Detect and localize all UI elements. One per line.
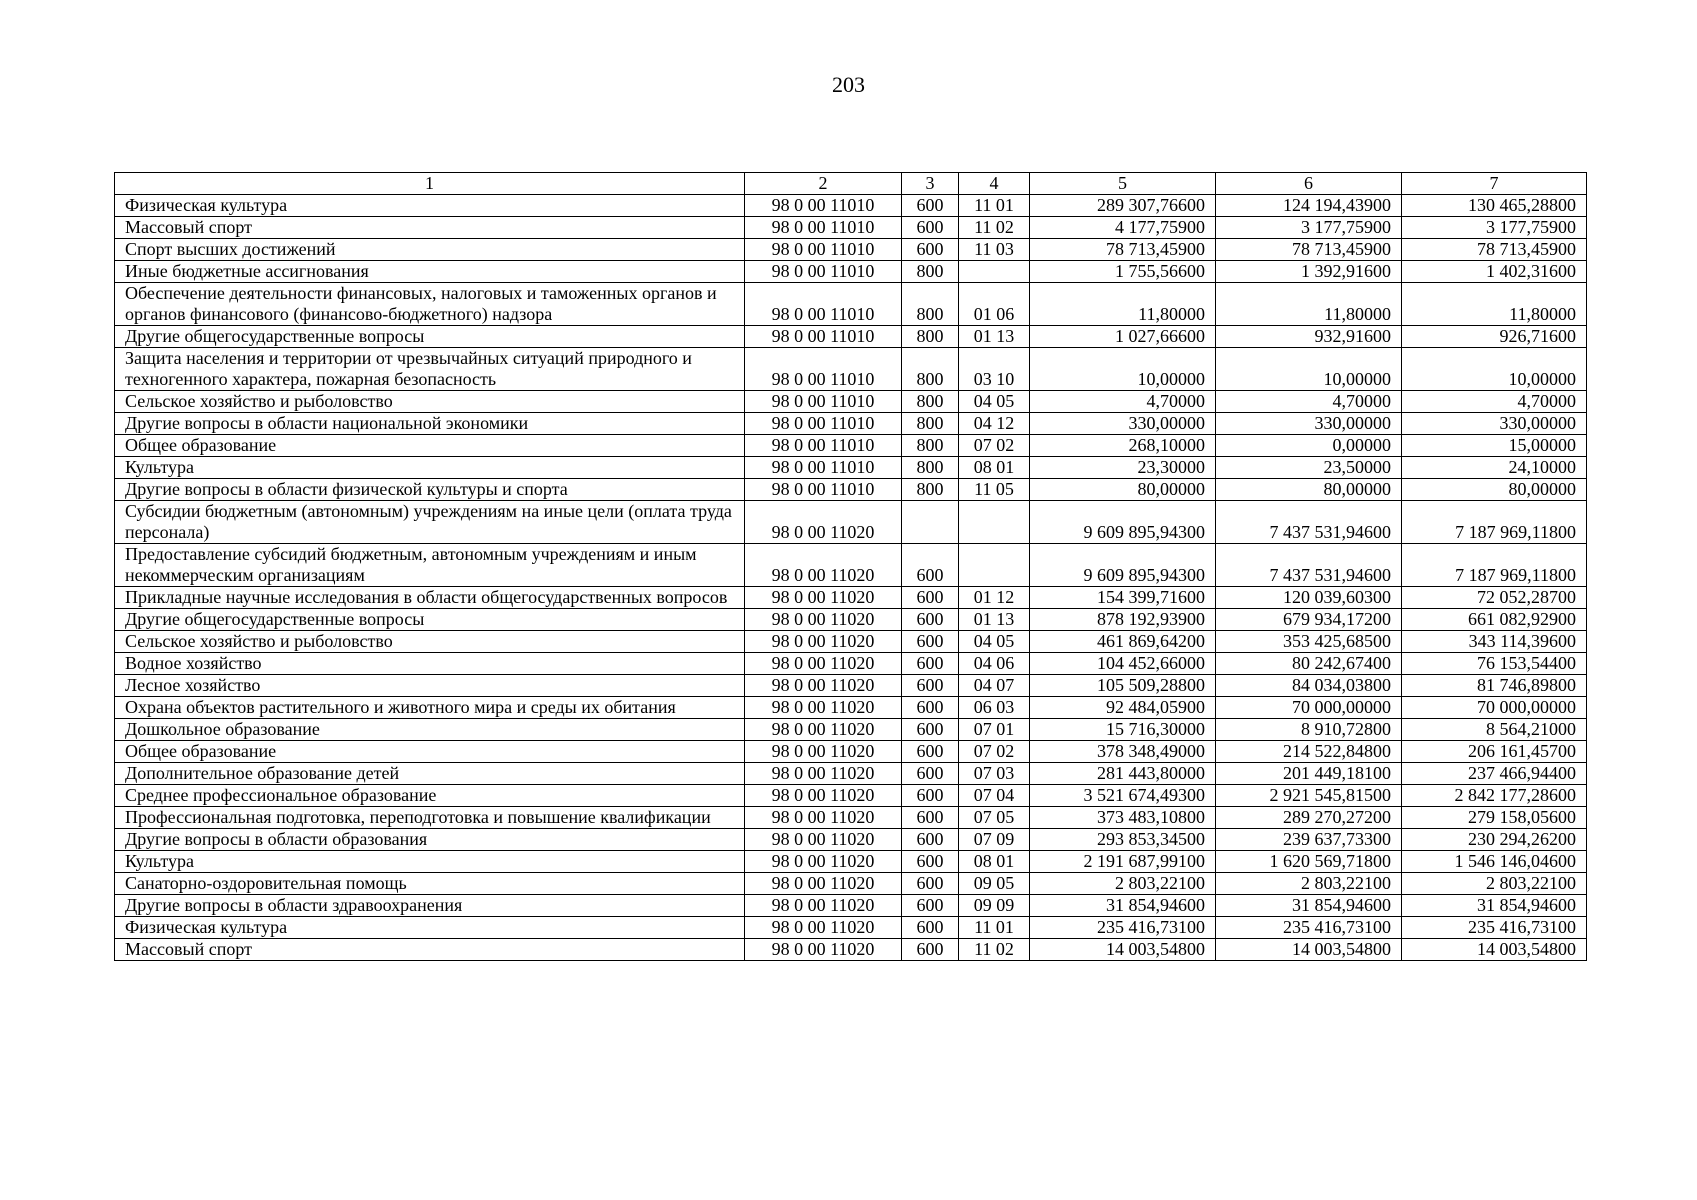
target-code-cell: 98 0 00 11010 [745,283,902,326]
amount-col7-cell: 70 000,00000 [1402,697,1587,719]
section-code-cell: 11 01 [959,917,1030,939]
table-row [115,763,1587,785]
table-row [115,217,1587,239]
amount-col7-cell: 330,00000 [1402,413,1587,435]
section-code-cell: 09 09 [959,895,1030,917]
amount-col5-cell: 154 399,71600 [1030,587,1216,609]
section-code-cell: 01 12 [959,587,1030,609]
item-name-cell: Профессиональная подготовка, переподготовка и повышение квалификации [115,807,745,829]
amount-col7-cell: 24,10000 [1402,457,1587,479]
expense-type-cell: 600 [902,939,959,961]
amount-col6-cell: 3 177,75900 [1216,217,1402,239]
section-code-cell: 07 02 [959,435,1030,457]
target-code-cell: 98 0 00 11010 [745,435,902,457]
amount-col5-cell: 78 713,45900 [1030,239,1216,261]
amount-col5-cell: 23,30000 [1030,457,1216,479]
amount-col7-cell: 14 003,54800 [1402,939,1587,961]
item-name-cell: Другие общегосударственные вопросы [115,326,745,348]
target-code-cell: 98 0 00 11020 [745,609,902,631]
expense-type-cell: 800 [902,435,959,457]
item-name-cell: Защита населения и территории от чрезвычайных ситуаций природного и техногенного характера, пожарная безопасность [115,348,745,391]
section-code-cell: 06 03 [959,697,1030,719]
table-row [115,326,1587,348]
expense-type-cell: 600 [902,763,959,785]
section-code-cell: 11 03 [959,239,1030,261]
expense-type-cell: 600 [902,653,959,675]
budget-table-body [115,173,1587,961]
expense-type-cell: 800 [902,457,959,479]
section-code-cell: 11 02 [959,939,1030,961]
item-name-cell: Сельское хозяйство и рыболовство [115,391,745,413]
amount-col6-cell: 235 416,73100 [1216,917,1402,939]
expense-type-cell: 800 [902,479,959,501]
amount-col6-cell: 214 522,84800 [1216,741,1402,763]
amount-col6-cell: 4,70000 [1216,391,1402,413]
target-code-cell: 98 0 00 11020 [745,895,902,917]
section-code-cell: 01 06 [959,283,1030,326]
target-code-cell: 98 0 00 11020 [745,763,902,785]
amount-col7-cell: 206 161,45700 [1402,741,1587,763]
amount-col5-cell: 105 509,28800 [1030,675,1216,697]
section-code-cell: 07 01 [959,719,1030,741]
amount-col5-cell: 14 003,54800 [1030,939,1216,961]
column-header: 5 [1030,173,1216,195]
section-code-cell: 09 05 [959,873,1030,895]
column-header: 1 [115,173,745,195]
table-row [115,917,1587,939]
expense-type-cell: 600 [902,785,959,807]
amount-col5-cell: 878 192,93900 [1030,609,1216,631]
table-row [115,391,1587,413]
item-name-cell: Другие вопросы в области образования [115,829,745,851]
amount-col6-cell: 1 392,91600 [1216,261,1402,283]
amount-col7-cell: 10,00000 [1402,348,1587,391]
amount-col5-cell: 80,00000 [1030,479,1216,501]
amount-col7-cell: 235 416,73100 [1402,917,1587,939]
amount-col7-cell: 81 746,89800 [1402,675,1587,697]
target-code-cell: 98 0 00 11010 [745,261,902,283]
amount-col7-cell: 130 465,28800 [1402,195,1587,217]
amount-col6-cell: 80,00000 [1216,479,1402,501]
section-code-cell: 04 12 [959,413,1030,435]
amount-col5-cell: 330,00000 [1030,413,1216,435]
amount-col5-cell: 1 027,66600 [1030,326,1216,348]
amount-col6-cell: 120 039,60300 [1216,587,1402,609]
table-row [115,631,1587,653]
item-name-cell: Массовый спорт [115,939,745,961]
item-name-cell: Иные бюджетные ассигнования [115,261,745,283]
target-code-cell: 98 0 00 11010 [745,413,902,435]
item-name-cell: Предоставление субсидий бюджетным, автономным учреждениям и иным некоммерческим организациям [115,544,745,587]
amount-col6-cell: 7 437 531,94600 [1216,544,1402,587]
item-name-cell: Прикладные научные исследования в области общегосударственных вопросов [115,587,745,609]
section-code-cell: 04 05 [959,391,1030,413]
table-row [115,609,1587,631]
amount-col5-cell: 9 609 895,94300 [1030,544,1216,587]
item-name-cell: Обеспечение деятельности финансовых, налоговых и таможенных органов и органов финансового (финансово-бюджетного) надзора [115,283,745,326]
amount-col5-cell: 235 416,73100 [1030,917,1216,939]
amount-col6-cell: 330,00000 [1216,413,1402,435]
amount-col7-cell: 31 854,94600 [1402,895,1587,917]
amount-col6-cell: 11,80000 [1216,283,1402,326]
budget-table [114,172,1587,961]
section-code-cell: 01 13 [959,326,1030,348]
expense-type-cell: 600 [902,895,959,917]
target-code-cell: 98 0 00 11020 [745,917,902,939]
amount-col6-cell: 23,50000 [1216,457,1402,479]
expense-type-cell: 800 [902,391,959,413]
target-code-cell: 98 0 00 11020 [745,939,902,961]
amount-col5-cell: 2 803,22100 [1030,873,1216,895]
amount-col5-cell: 4,70000 [1030,391,1216,413]
expense-type-cell: 600 [902,675,959,697]
amount-col7-cell: 80,00000 [1402,479,1587,501]
table-row [115,195,1587,217]
table-row [115,829,1587,851]
table-row [115,741,1587,763]
table-row [115,785,1587,807]
target-code-cell: 98 0 00 11010 [745,391,902,413]
amount-col7-cell: 230 294,26200 [1402,829,1587,851]
item-name-cell: Другие вопросы в области национальной экономики [115,413,745,435]
amount-col6-cell: 679 934,17200 [1216,609,1402,631]
amount-col5-cell: 3 521 674,49300 [1030,785,1216,807]
amount-col7-cell: 15,00000 [1402,435,1587,457]
amount-col5-cell: 281 443,80000 [1030,763,1216,785]
table-row [115,873,1587,895]
amount-col6-cell: 2 803,22100 [1216,873,1402,895]
target-code-cell: 98 0 00 11020 [745,851,902,873]
column-header: 7 [1402,173,1587,195]
expense-type-cell: 600 [902,544,959,587]
expense-type-cell: 600 [902,829,959,851]
section-code-cell: 01 13 [959,609,1030,631]
section-code-cell: 07 03 [959,763,1030,785]
table-row [115,457,1587,479]
item-name-cell: Водное хозяйство [115,653,745,675]
expense-type-cell: 600 [902,873,959,895]
expense-type-cell: 600 [902,719,959,741]
item-name-cell: Охрана объектов растительного и животного мира и среды их обитания [115,697,745,719]
target-code-cell: 98 0 00 11010 [745,195,902,217]
target-code-cell: 98 0 00 11020 [745,587,902,609]
expense-type-cell: 800 [902,413,959,435]
section-code-cell [959,261,1030,283]
amount-col6-cell: 84 034,03800 [1216,675,1402,697]
target-code-cell: 98 0 00 11020 [745,544,902,587]
expense-type-cell: 600 [902,631,959,653]
item-name-cell: Общее образование [115,435,745,457]
target-code-cell: 98 0 00 11020 [745,675,902,697]
target-code-cell: 98 0 00 11020 [745,697,902,719]
target-code-cell: 98 0 00 11020 [745,873,902,895]
amount-col5-cell: 4 177,75900 [1030,217,1216,239]
item-name-cell: Массовый спорт [115,217,745,239]
table-row [115,239,1587,261]
section-code-cell: 07 04 [959,785,1030,807]
table-row [115,653,1587,675]
table-row [115,544,1587,587]
section-code-cell: 07 09 [959,829,1030,851]
item-name-cell: Культура [115,457,745,479]
expense-type-cell: 600 [902,697,959,719]
amount-col7-cell: 8 564,21000 [1402,719,1587,741]
target-code-cell: 98 0 00 11010 [745,239,902,261]
section-code-cell [959,544,1030,587]
amount-col6-cell: 239 637,73300 [1216,829,1402,851]
section-code-cell: 04 06 [959,653,1030,675]
amount-col6-cell: 353 425,68500 [1216,631,1402,653]
amount-col5-cell: 15 716,30000 [1030,719,1216,741]
target-code-cell: 98 0 00 11020 [745,807,902,829]
section-code-cell: 07 05 [959,807,1030,829]
item-name-cell: Другие вопросы в области здравоохранения [115,895,745,917]
amount-col5-cell: 31 854,94600 [1030,895,1216,917]
column-header: 4 [959,173,1030,195]
expense-type-cell: 600 [902,917,959,939]
section-code-cell: 11 02 [959,217,1030,239]
amount-col7-cell: 237 466,94400 [1402,763,1587,785]
item-name-cell: Другие вопросы в области физической культуры и спорта [115,479,745,501]
amount-col7-cell: 7 187 969,11800 [1402,501,1587,544]
expense-type-cell: 600 [902,851,959,873]
item-name-cell: Сельское хозяйство и рыболовство [115,631,745,653]
amount-col6-cell: 289 270,27200 [1216,807,1402,829]
amount-col5-cell: 11,80000 [1030,283,1216,326]
amount-col6-cell: 70 000,00000 [1216,697,1402,719]
amount-col6-cell: 1 620 569,71800 [1216,851,1402,873]
amount-col7-cell: 1 402,31600 [1402,261,1587,283]
item-name-cell: Субсидии бюджетным (автономным) учреждениям на иные цели (оплата труда персонала) [115,501,745,544]
target-code-cell: 98 0 00 11020 [745,653,902,675]
expense-type-cell [902,501,959,544]
section-code-cell: 08 01 [959,457,1030,479]
item-name-cell: Физическая культура [115,195,745,217]
item-name-cell: Лесное хозяйство [115,675,745,697]
table-row [115,939,1587,961]
amount-col7-cell: 76 153,54400 [1402,653,1587,675]
section-code-cell: 04 07 [959,675,1030,697]
amount-col6-cell: 7 437 531,94600 [1216,501,1402,544]
amount-col7-cell: 279 158,05600 [1402,807,1587,829]
amount-col7-cell: 661 082,92900 [1402,609,1587,631]
amount-col7-cell: 1 546 146,04600 [1402,851,1587,873]
section-code-cell: 07 02 [959,741,1030,763]
amount-col5-cell: 373 483,10800 [1030,807,1216,829]
page-number: 203 [832,72,865,97]
amount-col6-cell: 2 921 545,81500 [1216,785,1402,807]
amount-col7-cell: 926,71600 [1402,326,1587,348]
item-name-cell: Среднее профессиональное образование [115,785,745,807]
expense-type-cell: 600 [902,807,959,829]
item-name-cell: Физическая культура [115,917,745,939]
amount-col7-cell: 11,80000 [1402,283,1587,326]
target-code-cell: 98 0 00 11020 [745,719,902,741]
target-code-cell: 98 0 00 11020 [745,829,902,851]
amount-col5-cell: 378 348,49000 [1030,741,1216,763]
expense-type-cell: 800 [902,261,959,283]
amount-col7-cell: 72 052,28700 [1402,587,1587,609]
table-row [115,851,1587,873]
column-header: 2 [745,173,902,195]
expense-type-cell: 600 [902,609,959,631]
table-row [115,413,1587,435]
amount-col7-cell: 3 177,75900 [1402,217,1587,239]
amount-col5-cell: 293 853,34500 [1030,829,1216,851]
column-header: 3 [902,173,959,195]
table-row [115,479,1587,501]
item-name-cell: Культура [115,851,745,873]
table-row [115,283,1587,326]
table-row [115,697,1587,719]
amount-col5-cell: 2 191 687,99100 [1030,851,1216,873]
target-code-cell: 98 0 00 11010 [745,326,902,348]
section-code-cell: 08 01 [959,851,1030,873]
amount-col7-cell: 2 842 177,28600 [1402,785,1587,807]
amount-col5-cell: 289 307,76600 [1030,195,1216,217]
table-row [115,895,1587,917]
item-name-cell: Общее образование [115,741,745,763]
expense-type-cell: 800 [902,326,959,348]
target-code-cell: 98 0 00 11020 [745,501,902,544]
expense-type-cell: 800 [902,283,959,326]
section-code-cell: 03 10 [959,348,1030,391]
expense-type-cell: 600 [902,741,959,763]
item-name-cell: Дошкольное образование [115,719,745,741]
amount-col7-cell: 343 114,39600 [1402,631,1587,653]
amount-col5-cell: 461 869,64200 [1030,631,1216,653]
amount-col6-cell: 8 910,72800 [1216,719,1402,741]
amount-col6-cell: 78 713,45900 [1216,239,1402,261]
item-name-cell: Санаторно-оздоровительная помощь [115,873,745,895]
amount-col6-cell: 0,00000 [1216,435,1402,457]
expense-type-cell: 600 [902,195,959,217]
target-code-cell: 98 0 00 11020 [745,741,902,763]
target-code-cell: 98 0 00 11020 [745,785,902,807]
table-row [115,719,1587,741]
amount-col6-cell: 10,00000 [1216,348,1402,391]
target-code-cell: 98 0 00 11010 [745,457,902,479]
amount-col7-cell: 7 187 969,11800 [1402,544,1587,587]
section-code-cell: 04 05 [959,631,1030,653]
amount-col6-cell: 124 194,43900 [1216,195,1402,217]
item-name-cell: Дополнительное образование детей [115,763,745,785]
expense-type-cell: 600 [902,217,959,239]
amount-col6-cell: 932,91600 [1216,326,1402,348]
target-code-cell: 98 0 00 11010 [745,348,902,391]
amount-col7-cell: 4,70000 [1402,391,1587,413]
amount-col6-cell: 201 449,18100 [1216,763,1402,785]
target-code-cell: 98 0 00 11010 [745,479,902,501]
section-code-cell: 11 05 [959,479,1030,501]
amount-col7-cell: 2 803,22100 [1402,873,1587,895]
amount-col6-cell: 80 242,67400 [1216,653,1402,675]
item-name-cell: Другие общегосударственные вопросы [115,609,745,631]
table-row [115,348,1587,391]
amount-col5-cell: 92 484,05900 [1030,697,1216,719]
amount-col5-cell: 268,10000 [1030,435,1216,457]
amount-col6-cell: 31 854,94600 [1216,895,1402,917]
column-header: 6 [1216,173,1402,195]
amount-col7-cell: 78 713,45900 [1402,239,1587,261]
amount-col5-cell: 1 755,56600 [1030,261,1216,283]
table-row [115,807,1587,829]
table-row [115,675,1587,697]
table-row [115,435,1587,457]
table-row [115,501,1587,544]
amount-col5-cell: 104 452,66000 [1030,653,1216,675]
amount-col5-cell: 10,00000 [1030,348,1216,391]
section-code-cell: 11 01 [959,195,1030,217]
expense-type-cell: 600 [902,587,959,609]
table-row [115,587,1587,609]
table-row [115,261,1587,283]
table-header-row [115,173,1587,195]
section-code-cell [959,501,1030,544]
target-code-cell: 98 0 00 11020 [745,631,902,653]
amount-col5-cell: 9 609 895,94300 [1030,501,1216,544]
expense-type-cell: 600 [902,239,959,261]
item-name-cell: Спорт высших достижений [115,239,745,261]
target-code-cell: 98 0 00 11010 [745,217,902,239]
expense-type-cell: 800 [902,348,959,391]
amount-col6-cell: 14 003,54800 [1216,939,1402,961]
